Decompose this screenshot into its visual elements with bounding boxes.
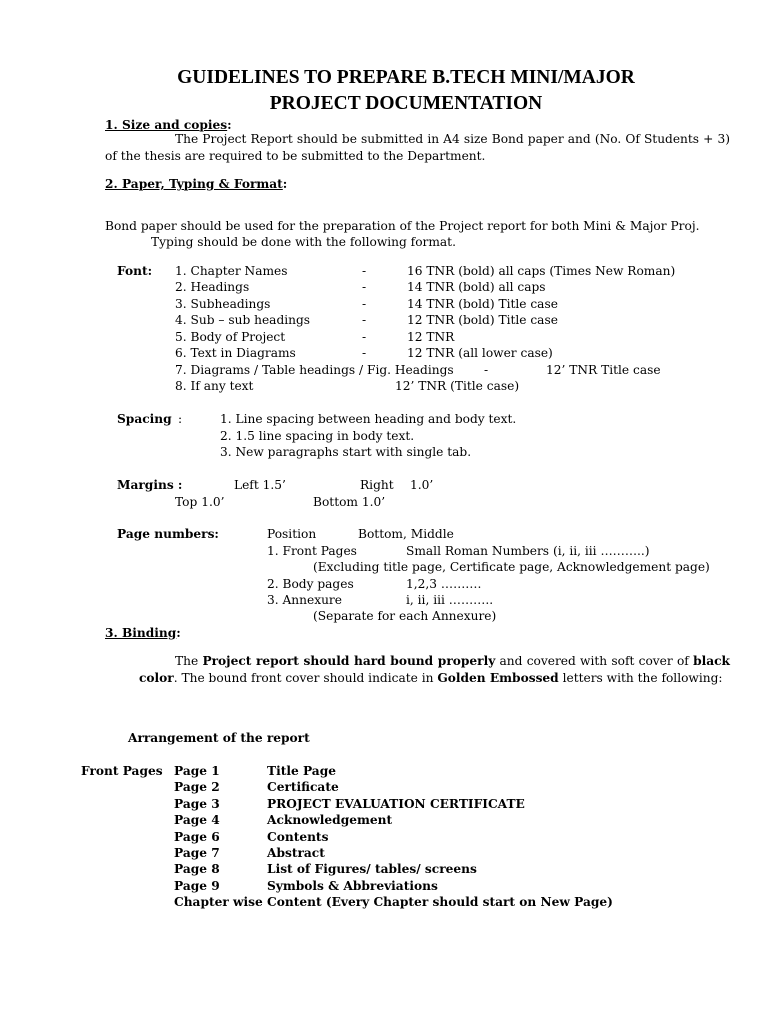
font-dash: -: [362, 264, 367, 278]
page-name: Certificate: [267, 780, 339, 794]
section3-paragraph: The Project report should hard bound properly and covered with soft cover of black color. The bound front cover should indicate in Golden Embossed letters with the following:: [139, 654, 730, 685]
page-number: Page 9: [174, 879, 220, 893]
page-numbers-note: (Separate for each Annexure): [313, 609, 497, 623]
font-spec: 12 TNR (bold) Title case: [407, 313, 558, 327]
page-numbers-item: 3. Annexure: [267, 593, 342, 607]
section2-intro-line2: Typing should be done with the following format.: [151, 235, 456, 249]
section3-heading: 3. Binding:: [105, 626, 181, 640]
font-spec: 12 TNR (all lower case): [407, 346, 553, 360]
font-spec: 12 TNR: [407, 330, 455, 344]
page-numbers-value: 1,2,3 ……….: [406, 577, 482, 591]
page-number: Page 4: [174, 813, 220, 827]
document-title-line2: PROJECT DOCUMENTATION: [269, 93, 543, 114]
font-spec: 16 TNR (bold) all caps (Times New Roman): [407, 264, 676, 278]
page-numbers-item: 2. Body pages: [267, 577, 354, 591]
page-number: Page 7: [174, 846, 220, 860]
chapter-wise-note: Chapter wise Content (Every Chapter should start on New Page): [174, 895, 613, 909]
section1-heading: 1. Size and copies:: [105, 118, 232, 132]
front-pages-label: Front Pages: [81, 764, 163, 778]
page-number: Page 1: [174, 764, 220, 778]
font-item: 2. Headings: [175, 280, 250, 294]
margin-right-value: 1.0’: [410, 478, 434, 492]
font-label: Font:: [117, 264, 153, 278]
page-numbers-label: Page numbers:: [117, 527, 219, 541]
font-dash: -: [362, 313, 367, 327]
spacing-item: 3. New paragraphs start with single tab.: [220, 445, 472, 459]
font-spec: 12’ TNR Title case: [546, 363, 661, 377]
font-item: 4. Sub – sub headings: [175, 313, 311, 327]
page-name: Abstract: [267, 846, 325, 860]
margin-right-label: Right: [360, 478, 394, 492]
page-number: Page 3: [174, 797, 220, 811]
page-numbers-position-value: Bottom, Middle: [358, 527, 454, 541]
page-number: Page 8: [174, 862, 220, 876]
font-dash: -: [484, 363, 489, 377]
page-name: Title Page: [267, 764, 336, 778]
font-dash: -: [362, 297, 367, 311]
margin-top: Top 1.0’: [175, 495, 225, 509]
page-name: Symbols & Abbreviations: [267, 879, 438, 893]
arrangement-heading: Arrangement of the report: [128, 731, 310, 745]
font-item: 3. Subheadings: [175, 297, 271, 311]
spacing-item: 2. 1.5 line spacing in body text.: [220, 429, 415, 443]
page-name: Acknowledgement: [267, 813, 393, 827]
page-name: List of Figures/ tables/ screens: [267, 862, 477, 876]
font-item: 5. Body of Project: [175, 330, 286, 344]
font-dash: -: [362, 330, 367, 344]
section1-paragraph: The Project Report should be submitted in A4 size Bond paper and (No. Of Students + 3) of the thesis are required to be submitted to the Department.: [105, 132, 730, 163]
spacing-label: Spacing: [117, 412, 172, 426]
page-name: PROJECT EVALUATION CERTIFICATE: [267, 797, 525, 811]
page-numbers-value: i, ii, iii ………..: [406, 593, 494, 607]
font-item: 7. Diagrams / Table headings / Fig. Headings: [175, 363, 454, 377]
page-numbers-value: Small Roman Numbers (i, ii, iii ………..): [406, 544, 650, 558]
font-spec: 12’ TNR (Title case): [395, 379, 520, 393]
font-item: 6. Text in Diagrams: [175, 346, 296, 360]
spacing-colon: :: [178, 412, 183, 426]
page-numbers-item: 1. Front Pages: [267, 544, 357, 558]
font-dash: -: [362, 280, 367, 294]
page-numbers-note: (Excluding title page, Certificate page, Acknowledgement page): [313, 560, 710, 574]
font-item: 8. If any text: [175, 379, 254, 393]
section2-heading: 2. Paper, Typing & Format:: [105, 177, 288, 191]
page-number: Page 6: [174, 830, 220, 844]
font-spec: 14 TNR (bold) all caps: [407, 280, 546, 294]
font-dash: -: [362, 346, 367, 360]
margins-label: Margins :: [117, 478, 183, 492]
font-item: 1. Chapter Names: [175, 264, 288, 278]
margin-left: Left 1.5’: [234, 478, 286, 492]
page-number: Page 2: [174, 780, 220, 794]
page-numbers-position-label: Position: [267, 527, 317, 541]
margin-bottom: Bottom 1.0’: [313, 495, 386, 509]
page-name: Contents: [267, 830, 329, 844]
section2-intro-line1: Bond paper should be used for the preparation of the Project report for both Mini & Major Proj.: [105, 219, 700, 233]
spacing-item: 1. Line spacing between heading and body text.: [220, 412, 517, 426]
font-spec: 14 TNR (bold) Title case: [407, 297, 558, 311]
document-title-line1: GUIDELINES TO PREPARE B.TECH MINI/MAJOR: [177, 67, 635, 88]
